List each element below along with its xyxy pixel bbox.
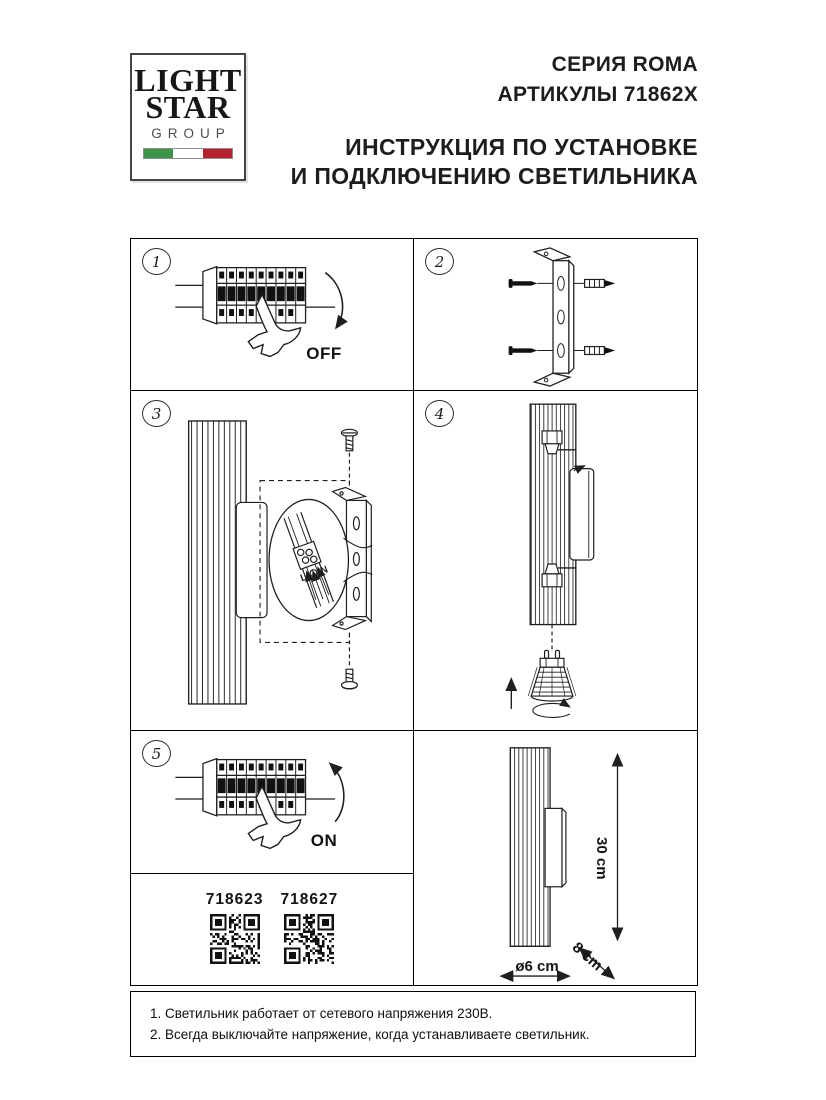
series-title: СЕРИЯ ROMA: [551, 53, 698, 76]
lamp-body: [510, 748, 550, 946]
lamp-back-plate: [236, 502, 267, 617]
terminal-l-label: L: [299, 571, 309, 585]
qr-codes-panel: [130, 873, 414, 986]
screw-icon: [509, 279, 538, 355]
logo-light: LIGHT: [134, 62, 242, 98]
screw-icon: [342, 669, 358, 689]
wall-anchor-icon: [585, 279, 616, 354]
depth-dimension-label: 8 cm: [568, 939, 606, 975]
step-5-number-badge: 5: [142, 740, 171, 767]
bracket-mounting-illustration: [414, 239, 697, 390]
qr-code-718627: [284, 914, 334, 964]
flag-green-stripe: [144, 149, 173, 158]
main-title-line1: ИНСТРУКЦИЯ ПО УСТАНОВКЕ: [345, 134, 698, 160]
flag-white-stripe: [173, 149, 202, 158]
step-3-number-badge: 3: [142, 400, 171, 427]
italy-flag-icon: [143, 148, 233, 159]
gu10-bulb-icon: [528, 650, 576, 701]
header-titles: [228, 50, 698, 191]
notes-box: [130, 991, 696, 1057]
step-1-number-badge: 1: [142, 248, 171, 275]
dimensions-panel: [413, 730, 698, 986]
screw-icon: [342, 429, 358, 450]
articles-title: АРТИКУЛЫ 71862X: [497, 83, 698, 106]
terminal-n-label: N: [319, 564, 330, 578]
qr-column-718623: [206, 891, 264, 964]
step-4-number-badge: 4: [425, 400, 454, 427]
step-5-panel: [130, 730, 414, 874]
off-label: OFF: [306, 344, 342, 363]
bulb-insertion-illustration: [414, 391, 697, 730]
note-line-1: 1. Светильник работает от сетевого напряжения 230В.: [150, 1006, 493, 1021]
dimensions-illustration: [414, 731, 697, 985]
main-title: [228, 133, 698, 191]
breaker-on-illustration: [131, 731, 413, 873]
on-label: ON: [310, 831, 338, 850]
breaker-off-illustration: [131, 239, 413, 390]
step-2-number-badge: 2: [425, 248, 454, 275]
qr-label-718623: 718623: [205, 891, 264, 908]
logo-star: STAR: [145, 89, 231, 125]
step-2-panel: [413, 238, 698, 391]
height-dimension-label: 30 cm: [593, 837, 610, 880]
rotate-arrow-icon: [533, 703, 570, 717]
diameter-dimension-label: ø6 cm: [515, 958, 559, 975]
logo-group: GROUP: [151, 126, 231, 141]
note-line-2: 2. Всегда выключайте напряжение, когда устанавливаете светильник.: [150, 1027, 590, 1042]
qr-column-718627: [281, 891, 339, 964]
lamp-wiring-illustration: [131, 391, 413, 730]
arrow-down-icon: [325, 273, 342, 328]
qr-label-718627: 718627: [280, 891, 339, 908]
bracket-front-face: [553, 261, 569, 374]
lamp-back-plate: [545, 808, 566, 886]
step-3-panel: [130, 390, 414, 731]
qr-code-718623: [210, 914, 260, 964]
arrow-up-icon: [330, 764, 344, 822]
step-1-panel: [130, 238, 414, 391]
main-title-line2: И ПОДКЛЮЧЕНИЮ СВЕТИЛЬНИКА: [290, 163, 698, 189]
lamp-back-plate: [570, 466, 594, 560]
step-4-panel: [413, 390, 698, 731]
